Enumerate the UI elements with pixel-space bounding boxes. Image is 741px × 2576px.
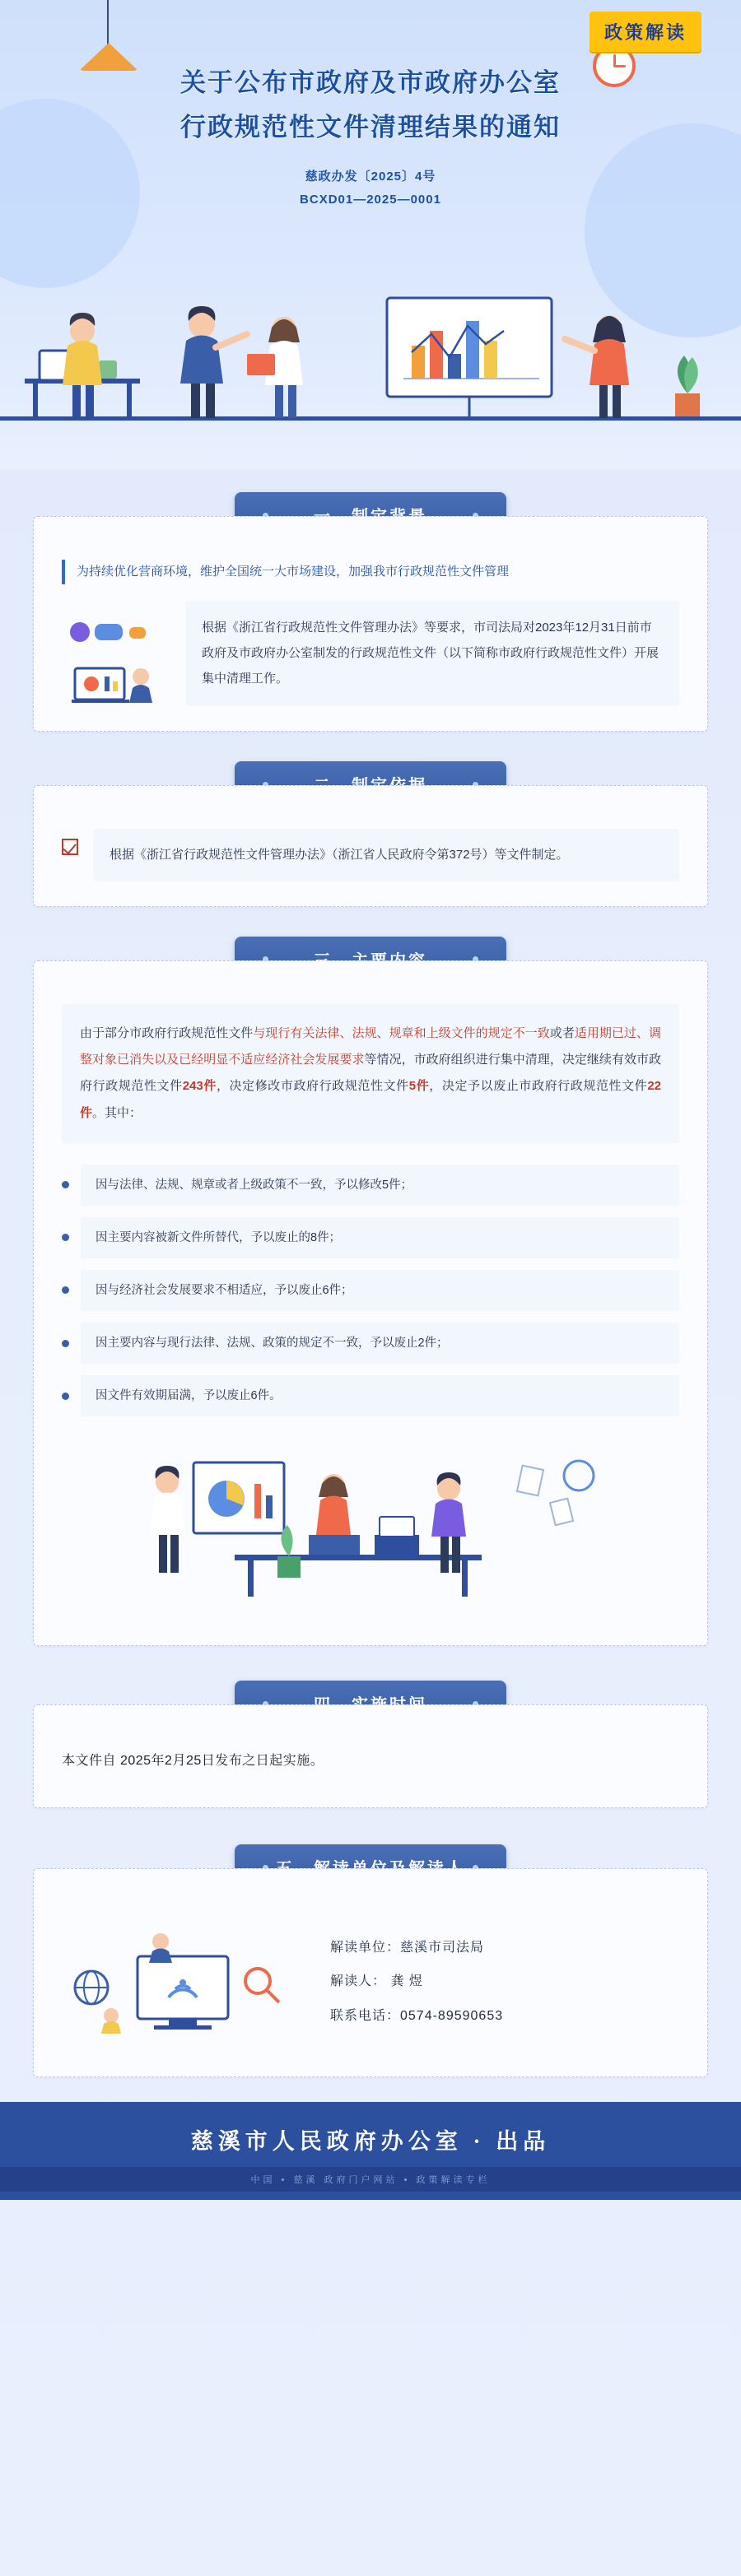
document-numbers <box>0 165 741 212</box>
body-fragment: ，决定修改市政府行政规范性文件 <box>216 1079 409 1094</box>
bullet-dot-icon <box>62 1286 69 1294</box>
section-basis <box>33 761 708 907</box>
section-5-card <box>33 1868 708 2077</box>
section-2-text: 根据《浙江省行政规范性文件管理办法》（浙江省人民政府令第372号）等文件制定。 <box>93 829 679 881</box>
section-4-card <box>33 1704 708 1808</box>
section-1-card <box>33 516 708 732</box>
contact-line: 解读人： 龚 煜 <box>330 1974 423 1989</box>
section-contact <box>33 1844 708 2077</box>
list-item-label: 因与经济社会发展要求不相适应，予以废止6件； <box>81 1270 679 1311</box>
list-item <box>62 1217 679 1258</box>
body-fragment: 与现行有关法律、法规、规章和上级文件的规定不一致 <box>253 1025 550 1040</box>
list-item-label: 因文件有效期届满，予以废止6件。 <box>81 1375 679 1416</box>
section-background <box>33 492 708 732</box>
body-fragment: 22件 <box>80 1079 661 1120</box>
hero-header <box>0 0 741 469</box>
contact-list <box>330 1931 503 2034</box>
body-fragment: 等情况，市政府组织进行集中清理，决定继续有效市政府行政规范性文件 <box>80 1053 661 1094</box>
contact-line: 解读单位：慈溪市司法局 <box>330 1940 485 1955</box>
list-item <box>62 1165 679 1206</box>
check-icon <box>62 839 78 855</box>
doc-number: 慈政办发〔2025〕4号 <box>305 169 436 184</box>
list-item <box>62 1375 679 1416</box>
section-3-bullet-list <box>62 1165 679 1416</box>
bullet-dot-icon <box>62 1393 69 1400</box>
section-2-card <box>33 785 708 907</box>
policy-interpretation-badge: 政策解读 <box>590 12 701 52</box>
body-fragment: 适用期已过、调整对象已消失以及已经明显不适应经济社会发展要求 <box>80 1025 661 1067</box>
footer-subtitle: 中国 • 慈溪 政府门户网站 • 政策解读专栏 <box>0 2167 741 2192</box>
section-4-text: 本文件自 2025年2月25日发布之日起实施。 <box>62 1754 324 1769</box>
body-fragment: ，决定予以废止市政府行政规范性文件 <box>429 1079 648 1094</box>
section-3-card <box>33 960 708 1646</box>
list-item-label: 因主要内容与现行法律、法规、政策的规定不一致，予以废止2件； <box>81 1323 679 1364</box>
body-fragment: 243件 <box>182 1079 217 1094</box>
footer-title: 慈溪市人民政府办公室 · 出品 <box>190 2129 551 2155</box>
section-3-body <box>62 1004 679 1143</box>
list-item-label: 因与法律、法规、规章或者上级政策不一致，予以修改5件； <box>81 1165 679 1206</box>
body-fragment: 或者 <box>549 1025 575 1040</box>
list-item-label: 因主要内容被新文件所替代，予以废止的8件； <box>81 1217 679 1258</box>
section-1-lead: 为持续优化营商环境，维护全国统一大市场建设，加强我市行政规范性文件管理 <box>62 560 679 584</box>
section-1-illustration <box>58 616 165 714</box>
footer <box>0 2102 741 2200</box>
title-line-2: 行政规范性文件清理结果的通知 <box>180 113 561 142</box>
list-item <box>62 1270 679 1311</box>
contact-wrap <box>62 1912 679 2052</box>
body-fragment: 。其中： <box>92 1105 142 1120</box>
body-fragment: 5件 <box>408 1079 430 1094</box>
body-fragment: 由于部分市政府行政规范性文件 <box>80 1025 254 1040</box>
title-line-1: 关于公布市政府及市政府办公室 <box>180 68 561 97</box>
hero-illustration <box>0 255 741 469</box>
section-3-illustration <box>62 1431 679 1620</box>
bullet-dot-icon <box>62 1181 69 1188</box>
section-implementation <box>33 1681 708 1808</box>
basis-row <box>62 829 679 881</box>
doc-code: BCXD01—2025—0001 <box>300 193 441 207</box>
bullet-dot-icon <box>62 1340 69 1347</box>
bullet-dot-icon <box>62 1234 69 1241</box>
section-main-content <box>33 937 708 1646</box>
contact-line: 联系电话：0574-89590653 <box>330 2009 504 2024</box>
contact-illustration <box>62 1912 309 2052</box>
section-1-quote: 根据《浙江省行政规范性文件管理办法》等要求，市司法局对2023年12月31日前市政府及市政府办公室制发的行政规范性文件（以下简称市政府行政规范性文件）开展集中清理工作。 <box>185 601 679 706</box>
list-item <box>62 1323 679 1364</box>
